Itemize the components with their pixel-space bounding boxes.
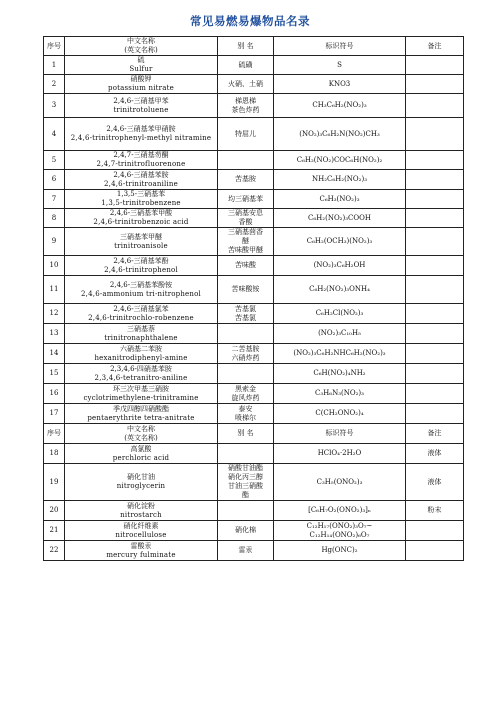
row-number: 1 bbox=[44, 56, 65, 75]
alias-line: 硝化丙三醇 bbox=[228, 473, 263, 481]
formula-line: (NO₂)₃C₆H₂OH bbox=[313, 261, 366, 269]
name-zh: 六硝基二苯胺 bbox=[120, 344, 162, 353]
name-zh: 2,4,6-三硝基苯酚 bbox=[113, 256, 169, 265]
name-en: nitrocellulose bbox=[115, 530, 167, 539]
hazard-table-body bbox=[44, 37, 464, 561]
row-remarks bbox=[406, 541, 464, 561]
name-zh: 硝化淀粉 bbox=[127, 501, 155, 510]
name-en: 2,4,6-trinitrophenol bbox=[104, 265, 178, 274]
name-en: 2,4,6-trinitrochlo-robenzene bbox=[88, 313, 194, 322]
row-name bbox=[65, 324, 218, 344]
header-cell-no bbox=[44, 37, 65, 56]
alias-line: 醚 bbox=[242, 237, 249, 245]
row-number: 21 bbox=[44, 521, 65, 541]
row-remarks bbox=[406, 118, 464, 151]
row-formula bbox=[274, 190, 406, 209]
name-zh: 2,4,6-三硝基苯甲酸 bbox=[109, 209, 173, 217]
alias-line: 二苦基胺 bbox=[231, 344, 260, 353]
table-row bbox=[44, 170, 464, 190]
alias-line: 苦基胺 bbox=[235, 175, 256, 183]
table-row bbox=[44, 404, 464, 424]
row-remarks bbox=[406, 344, 464, 364]
formula-line: C₆H(NO₂)₄NH₂ bbox=[313, 369, 366, 377]
row-alias bbox=[218, 276, 274, 304]
row-name bbox=[65, 190, 218, 209]
row-name bbox=[65, 256, 218, 276]
header-no-line: 序 bbox=[47, 429, 54, 437]
alias-line: 黑索金 bbox=[235, 384, 256, 393]
table-row bbox=[44, 521, 464, 541]
header-no-line: 序 bbox=[47, 41, 54, 50]
header-cell-remarks: 备注 bbox=[406, 424, 464, 444]
name-zh: 硝化甘油 bbox=[127, 473, 155, 481]
name-en: trinitroanisole bbox=[114, 241, 168, 250]
row-alias bbox=[218, 364, 274, 384]
row-formula bbox=[274, 404, 406, 424]
row-alias bbox=[218, 118, 274, 151]
alias-line: 三硝基茴香 bbox=[228, 228, 263, 236]
table-row bbox=[44, 344, 464, 364]
header-cell-name bbox=[65, 424, 218, 444]
row-formula bbox=[274, 118, 406, 151]
formula-line: (NO₂)₃C₆H₂N(NO₂)CH₃ bbox=[299, 129, 380, 138]
name-en: nitrostarch bbox=[120, 510, 162, 519]
row-number: 9 bbox=[44, 228, 65, 256]
table-row bbox=[44, 94, 464, 118]
row-remarks bbox=[406, 364, 464, 384]
row-number: 6 bbox=[44, 170, 65, 190]
name-zh: 2,3,4,6-四硝基苯胺 bbox=[110, 364, 172, 373]
alias-line: 硫磺 bbox=[238, 60, 253, 69]
name-en: cyclotrimethylene-trinitramine bbox=[83, 393, 199, 402]
name-zh: 高氯酸 bbox=[130, 444, 152, 453]
row-name bbox=[65, 209, 218, 228]
row-formula bbox=[274, 444, 406, 464]
header-cell-remarks: 备注 bbox=[406, 37, 464, 56]
name-en: mercury fulminate bbox=[106, 550, 176, 559]
row-number: 3 bbox=[44, 94, 65, 118]
alias-line: 泰安 bbox=[238, 404, 253, 413]
table-row bbox=[44, 304, 464, 324]
row-formula bbox=[274, 344, 406, 364]
row-remarks bbox=[406, 276, 464, 304]
alias-line: 苦基氯 bbox=[235, 304, 256, 313]
formula-line: C₆H₂(NO₂)₃COOH bbox=[308, 213, 371, 222]
alias-line: 苦味酸铵 bbox=[231, 285, 260, 293]
alias-line: 梯恩梯 bbox=[235, 96, 256, 105]
name-en: 2,4,7-trinitrofluorenone bbox=[96, 160, 186, 168]
page-title: 常见易燃易爆物品名录 bbox=[190, 14, 310, 28]
name-en: nitroglycerin bbox=[116, 482, 166, 490]
header-name-line: 中文名称 bbox=[127, 37, 155, 45]
formula-line: C₆H₂(NO₂)₃ONH₄ bbox=[309, 285, 370, 293]
alias-line: 旋风炸药 bbox=[231, 393, 260, 402]
row-name bbox=[65, 404, 218, 424]
alias-line: 均三硝基苯 bbox=[228, 194, 263, 203]
name-en: pentaerythrite tetra-anitrate bbox=[87, 413, 195, 422]
row-remarks bbox=[406, 404, 464, 424]
name-zh: 硝酸钾 bbox=[130, 75, 152, 83]
row-alias bbox=[218, 304, 274, 324]
table-row bbox=[44, 228, 464, 256]
row-number: 17 bbox=[44, 404, 65, 424]
name-zh: 季戊四醇四硝酸酯 bbox=[113, 404, 169, 413]
alias-line: 苦味酸甲醚 bbox=[228, 246, 263, 254]
formula-line: C₃H₅(ONO₂)₃ bbox=[316, 477, 363, 486]
name-zh: 环三次甲基三硝胺 bbox=[113, 384, 169, 393]
table-row bbox=[44, 541, 464, 561]
formula-line: CH₃C₆H₂(NO₂)₃ bbox=[312, 101, 367, 109]
row-alias bbox=[218, 324, 274, 344]
name-en: trinitrotoluene bbox=[113, 105, 169, 114]
row-alias bbox=[218, 151, 274, 170]
table-row bbox=[44, 364, 464, 384]
header-no-line: 号 bbox=[54, 429, 61, 437]
alias-line: 甘油三硝酸 bbox=[228, 482, 263, 490]
row-remarks bbox=[406, 151, 464, 170]
row-remarks: 液体 bbox=[406, 464, 464, 501]
row-name bbox=[65, 344, 218, 364]
name-zh: 2,4,6-三硝基氯苯 bbox=[113, 304, 169, 313]
row-number: 16 bbox=[44, 384, 65, 404]
row-name bbox=[65, 304, 218, 324]
table-row bbox=[44, 501, 464, 521]
name-en: Sulfur bbox=[129, 65, 153, 73]
row-name bbox=[65, 276, 218, 304]
table-row bbox=[44, 324, 464, 344]
formula-line: (NO₂)₃C₆H₂NHC₆H₂(NO₂)₃ bbox=[293, 349, 386, 357]
row-formula bbox=[274, 276, 406, 304]
row-name bbox=[65, 364, 218, 384]
row-alias bbox=[218, 444, 274, 464]
row-formula bbox=[274, 324, 406, 344]
row-number: 22 bbox=[44, 541, 65, 561]
row-alias bbox=[218, 56, 274, 75]
alias-line: 喷梯尔 bbox=[235, 413, 256, 422]
formula-line: (NO₂)₃C₁₀H₅ bbox=[318, 329, 361, 337]
table-row bbox=[44, 444, 464, 464]
table-row bbox=[44, 75, 464, 94]
row-remarks bbox=[406, 256, 464, 276]
row-formula bbox=[274, 541, 406, 561]
row-number: 15 bbox=[44, 364, 65, 384]
header-no-line: 号 bbox=[54, 41, 61, 50]
row-remarks bbox=[406, 228, 464, 256]
name-en: 2,4,6-trinitrobenzoic acid bbox=[93, 218, 189, 226]
row-remarks bbox=[406, 56, 464, 75]
header-cell-alias: 别 名 bbox=[218, 37, 274, 56]
header-name-line: (英文名称) bbox=[124, 433, 158, 442]
row-formula bbox=[274, 304, 406, 324]
row-formula bbox=[274, 209, 406, 228]
row-number: 11 bbox=[44, 276, 65, 304]
row-name bbox=[65, 384, 218, 404]
row-name bbox=[65, 228, 218, 256]
formula-line: C₁₂H₁₄(ONO₂)₆O₇ bbox=[309, 530, 370, 539]
row-formula bbox=[274, 75, 406, 94]
row-number: 4 bbox=[44, 118, 65, 151]
name-en: hexanitrodiphenyl-amine bbox=[94, 353, 188, 362]
formula-line: [C₆H₇O₂(ONO₂)₃]ₙ bbox=[308, 506, 371, 514]
row-remarks bbox=[406, 94, 464, 118]
row-number: 5 bbox=[44, 151, 65, 170]
row-formula bbox=[274, 256, 406, 276]
name-en: 2,4,6-trinitrophenyl-methyl nitramine bbox=[70, 134, 212, 142]
row-number: 2 bbox=[44, 75, 65, 94]
row-alias bbox=[218, 228, 274, 256]
alias-line: 苦味酸 bbox=[235, 261, 256, 269]
row-name bbox=[65, 464, 218, 501]
row-name bbox=[65, 151, 218, 170]
name-zh: 1,3,5-三硝基苯 bbox=[116, 190, 166, 198]
name-en: 2,4,6-trinitroaniline bbox=[104, 179, 178, 188]
row-remarks bbox=[406, 304, 464, 324]
alias-line: 酯 bbox=[242, 491, 249, 499]
name-zh: 2,4,6-三硝基甲苯 bbox=[113, 96, 169, 105]
row-formula bbox=[274, 364, 406, 384]
formula-line: C₆H₂(NO₂)COC₆H(NO₂)₂ bbox=[296, 155, 383, 164]
row-number: 13 bbox=[44, 324, 65, 344]
row-formula bbox=[274, 464, 406, 501]
row-formula bbox=[274, 521, 406, 541]
alias-line: 茶色炸药 bbox=[231, 105, 260, 114]
row-remarks: 粉末 bbox=[406, 501, 464, 521]
formula-line: Hg(ONC)₂ bbox=[321, 546, 358, 554]
table-row bbox=[44, 256, 464, 276]
row-number: 18 bbox=[44, 444, 65, 464]
row-alias bbox=[218, 94, 274, 118]
row-number: 19 bbox=[44, 464, 65, 501]
row-number: 20 bbox=[44, 501, 65, 521]
row-formula bbox=[274, 151, 406, 170]
row-alias bbox=[218, 75, 274, 94]
table-row bbox=[44, 151, 464, 170]
row-alias bbox=[218, 404, 274, 424]
alias-line: 硝化棉 bbox=[235, 526, 256, 534]
row-remarks bbox=[406, 75, 464, 94]
row-name bbox=[65, 118, 218, 151]
row-remarks bbox=[406, 209, 464, 228]
row-formula bbox=[274, 501, 406, 521]
alias-line: 雷汞 bbox=[238, 546, 253, 554]
row-name bbox=[65, 521, 218, 541]
row-remarks bbox=[406, 170, 464, 190]
row-remarks bbox=[406, 384, 464, 404]
formula-line: C₆H₂(OCH₃)(NO₂)₃ bbox=[306, 237, 373, 245]
table-row bbox=[44, 209, 464, 228]
alias-line: 六硝炸药 bbox=[231, 353, 260, 362]
header-cell-name bbox=[65, 37, 218, 56]
table-row bbox=[44, 56, 464, 75]
row-formula bbox=[274, 56, 406, 75]
formula-line: HClO₄·2H₂O bbox=[317, 449, 362, 457]
name-zh: 硝化纤维素 bbox=[123, 521, 159, 530]
alias-line: 苦基氯 bbox=[235, 313, 256, 322]
row-number: 12 bbox=[44, 304, 65, 324]
alias-line: 特屈儿 bbox=[235, 129, 256, 138]
name-zh: 三硝基苯甲醚 bbox=[120, 232, 162, 241]
formula-line: C(CH₂ONO₂)₄ bbox=[315, 409, 364, 417]
formula-line: C₃H₆N₃(NO₂)₃ bbox=[315, 389, 364, 397]
row-remarks: 液体 bbox=[406, 444, 464, 464]
header-name-line: 中文名称 bbox=[127, 424, 155, 433]
name-en: potassium nitrate bbox=[108, 84, 174, 92]
table-header-row bbox=[44, 424, 464, 444]
header-name-line: (英文名称) bbox=[124, 46, 158, 54]
row-name bbox=[65, 444, 218, 464]
row-alias bbox=[218, 541, 274, 561]
header-cell-symbol: 标识符号 bbox=[274, 37, 406, 56]
alias-line: 香酸 bbox=[238, 218, 253, 226]
hazard-table bbox=[43, 36, 464, 561]
table-row bbox=[44, 276, 464, 304]
row-name bbox=[65, 75, 218, 94]
name-zh: 2,4,6-三硝基苯胺 bbox=[113, 170, 169, 179]
name-en: 2,4,6-ammonium tri-nitrophenol bbox=[81, 289, 201, 298]
name-en: trinitronaphthalene bbox=[104, 333, 178, 342]
header-cell-no bbox=[44, 424, 65, 444]
formula-line: KNO3 bbox=[328, 79, 351, 88]
name-zh: 2,4,7-三硝基芴酮 bbox=[113, 151, 169, 159]
name-zh: 2,4,6-三硝基苯酚铵 bbox=[109, 280, 173, 289]
row-alias bbox=[218, 501, 274, 521]
row-formula bbox=[274, 170, 406, 190]
formula-line: S bbox=[337, 60, 342, 69]
row-name bbox=[65, 541, 218, 561]
alias-line: 火硝、土硝 bbox=[228, 79, 263, 88]
row-number: 10 bbox=[44, 256, 65, 276]
formula-line: C₆H₂Cl(NO₂)₃ bbox=[315, 309, 364, 317]
alias-line: 硝酸甘油酯 bbox=[228, 464, 263, 472]
row-alias bbox=[218, 344, 274, 364]
name-en: perchloric acid bbox=[112, 453, 170, 462]
row-formula bbox=[274, 228, 406, 256]
table-header-row bbox=[44, 37, 464, 56]
name-zh: 硫 bbox=[137, 56, 145, 64]
row-alias bbox=[218, 170, 274, 190]
row-alias bbox=[218, 464, 274, 501]
formula-line: C₁₂H₁₇(ONO₂)₃O₇~ bbox=[306, 521, 373, 530]
table-row bbox=[44, 464, 464, 501]
row-formula bbox=[274, 384, 406, 404]
row-name bbox=[65, 501, 218, 521]
row-alias bbox=[218, 521, 274, 541]
header-cell-symbol: 标识符号 bbox=[274, 424, 406, 444]
row-remarks bbox=[406, 324, 464, 344]
row-number: 14 bbox=[44, 344, 65, 364]
row-number: 7 bbox=[44, 190, 65, 209]
name-zh: 三硝基萘 bbox=[127, 324, 155, 333]
alias-line: 三硝基安息 bbox=[228, 209, 263, 217]
formula-line: C₆H₃(NO₂)₃ bbox=[319, 194, 360, 203]
name-zh: 雷酸汞 bbox=[130, 541, 152, 550]
table-row bbox=[44, 384, 464, 404]
row-name bbox=[65, 170, 218, 190]
row-alias bbox=[218, 209, 274, 228]
row-alias bbox=[218, 384, 274, 404]
row-remarks bbox=[406, 190, 464, 209]
header-cell-alias: 别 名 bbox=[218, 424, 274, 444]
table-row bbox=[44, 190, 464, 209]
row-number: 8 bbox=[44, 209, 65, 228]
name-en: 1,3,5-trinitrobenzene bbox=[101, 199, 181, 207]
row-name bbox=[65, 94, 218, 118]
name-en: 2,3,4,6-tetranitro-aniline bbox=[94, 373, 188, 382]
row-remarks bbox=[406, 521, 464, 541]
table-row bbox=[44, 118, 464, 151]
name-zh: 2,4,6-三硝基苯甲硝胺 bbox=[106, 125, 176, 133]
row-alias bbox=[218, 256, 274, 276]
formula-line: NH₂C₆H₂(NO₂)₃ bbox=[311, 175, 368, 183]
row-formula bbox=[274, 94, 406, 118]
row-alias bbox=[218, 190, 274, 209]
row-name bbox=[65, 56, 218, 75]
